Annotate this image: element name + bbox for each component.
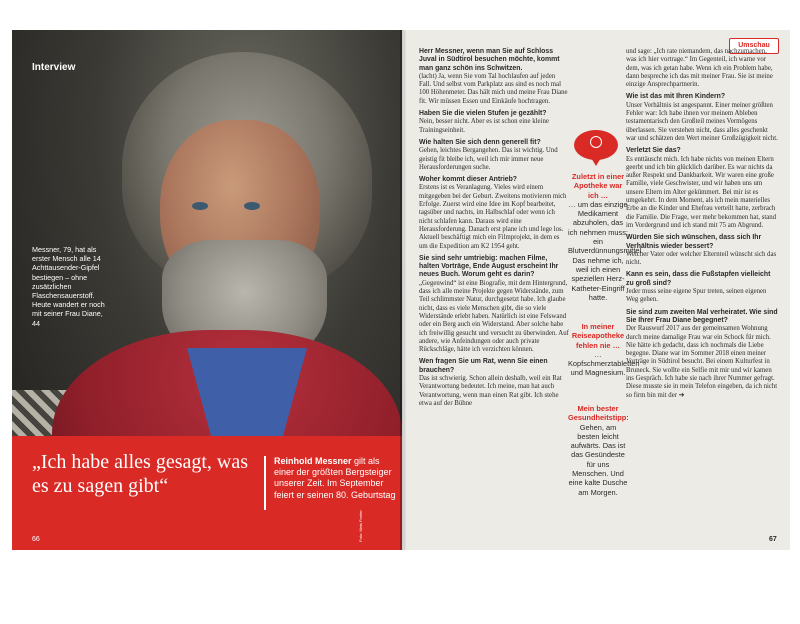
sidebar-heading-2: In meiner Reiseapotheke fehlen nie … [571, 322, 625, 350]
bio-box [274, 456, 399, 501]
question: Sie sind zum zweiten Mal verheiratet. Wie sind Sie Ihrer Frau Diane begegnet? [626, 308, 778, 324]
question: Wen fragen Sie um Rat, wenn Sie einen brauchen? [419, 358, 548, 374]
question: Herr Messner, wenn man Sie auf Schloss Juval in Südtirol besuchen möchte, kommt man ganz schön ins Schwitzen. [419, 48, 560, 72]
sidebar-heading-1: Zuletzt in einer Apotheke war ich … [571, 172, 625, 200]
portrait-eye-left [192, 202, 208, 210]
photo-credit: Foto: Mats Ponter [358, 510, 363, 542]
answer: Nein, besser nicht. Aber es ist schon eine kleine Trainingseinheit. [419, 118, 549, 134]
question: Verletzt Sie das? [626, 147, 681, 155]
question: Würden Sie sich wünschen, dass sich Ihr Verhältnis wieder bessert? [626, 234, 762, 250]
qa-block [626, 93, 778, 143]
answer: (lacht) Ja, wenn Sie vom Tal hochlaufen auf jeden Fall. Und selbst vom Parkplatz aus sind es noch mal 100 Höhenmeter. Das hält mich und meine Frau Diane fit. Wir müssen Essen und Einkäufe hochtragen. [419, 72, 568, 105]
bio-name: Reinhold Messner [274, 456, 352, 466]
qa-block [626, 309, 778, 400]
bio-text: gilt als einer der größten Bergsteiger unserer Zeit. Im September feiert er seinen 80. Geburtstag [274, 456, 396, 500]
answer: „Gegenwind“ ist eine Biografie, mit dem Hintergrund, dass ich alle meine Projekte gegen Widerstände, zum Teil schlimmster Natur, durchgesetzt habe. Ich glaube nicht, dass es viele Menschen gibt, die so viele Widerstände erlebt haben. Natürlich ist eine Felswand oder ein Berg auch ein Widerstand. Aber solche habe ich freiwillig gesucht und versucht zu überwinden. Auf andere, wie Anfeindungen oder auch private Rückschläge, hätte ich verzichten können. [419, 279, 569, 354]
photo-caption: Messner, 79, hat als erster Mensch alle 14 Achttausender-Gipfel bestiegen – ohne zusätzlichen Flaschensauerstoff. Heute wandert er noch mit seiner Frau Diane, 44 [32, 245, 105, 328]
sidebar-heading-3: Mein bester Gesundheitstipp: [568, 404, 629, 423]
question: Kann es sein, dass die Fußstapfen vielleicht zu groß sind? [626, 271, 771, 287]
qa-block [419, 110, 569, 135]
sidebar-text-2: … Kopfschmerztabletten und Magnesium. [568, 349, 640, 378]
answer: Unser Verhältnis ist angespannt. Einer meiner größten Fehler war: Ich habe ihnen vor meinem Ableben testamentarisch den Großteil meines Vermögens überlassen. Sie verstehen nicht, dass alles geschenkt war und schätzen den Wert meiner Großzügigkeit nicht. [626, 101, 778, 142]
page-number-right: 67 [769, 536, 777, 543]
question: Haben Sie die vielen Stufen je gezählt? [419, 110, 547, 118]
question: Wie ist das mit Ihren Kindern? [626, 93, 726, 101]
section-label: Interview [32, 62, 76, 73]
question: Sie sind sehr umtriebig: machen Filme, halten Vorträge, Ende August erscheint Ihr neues Buch. Worum geht es darin? [419, 254, 559, 279]
answer: und sage: „Ich rate niemandem, das nachzumachen, was ich hier vortrage.“ Im Gegenteil, ich warne vor dem, was ich getan habe. Wenn ich ein Problem habe, dann bespreche ich das mit meiner Frau. Sie ist meine einzige Ansprechpartnerin. [626, 48, 773, 89]
qa-block [419, 255, 569, 355]
qa-block [626, 234, 778, 267]
answer: Der Rauswurf 2017 aus der gemeinsamen Wohnung durch meine damalige Frau war ein Schock für mich. Nie hätte ich gedacht, dass ich nochmals die Liebe begegne. Diane war im Sommer 2018 einen meiner Vorträge in Südtirol besucht. Bei einem Kulturfest in Bruneck. Sie wollte ein Selfie mit mir und wir kamen ins Gespräch. Ich habe sie nach ihrer Nummer gefragt. Diese musste sie in mein Telefon eingeben, da ich nicht so firm bin mit der ➔ [626, 325, 778, 399]
speech-bubble-tail [590, 156, 602, 166]
answer: Welcher Vater oder welcher Elternteil wünscht sich das nicht. [626, 250, 777, 267]
sidebar-text-3: Gehen, am besten leicht aufwärts. Das ist das Gesündeste für uns Menschen. Und eine kalte Dusche am Morgen. [568, 422, 628, 497]
text-column-1 [419, 48, 569, 412]
question: Wie halten Sie sich denn generell fit? [419, 138, 541, 146]
qa-block [419, 48, 569, 106]
pharmacy-icon [590, 136, 602, 148]
qa-block [626, 271, 778, 304]
qa-block [419, 139, 569, 172]
qa-block [419, 176, 569, 251]
qa-block [626, 147, 778, 230]
magazine-logo: Umschau [729, 38, 779, 54]
gutter-shadow [400, 30, 408, 550]
portrait-eye-right [244, 202, 260, 210]
magazine-spread [12, 30, 790, 550]
quote-divider [264, 456, 266, 510]
answer: Jeder muss seine eigene Spur treten, seinen eigenen Weg gehen. [626, 288, 767, 304]
page-number-left: 66 [32, 536, 40, 543]
answer: Das ist schwierig. Schon allein deshalb, weil ein Rat Verantwortung bedeutet. Ich meine, man hat auch Verantwortung, wenn man einen Rat gibt. Ich stehe etwa auf der Bühne [419, 374, 562, 407]
answer: Gehen, leichtes Bergangehen. Das ist wichtig. Und geistig fit bleibe ich, weil ich mir immer neue Herausforderungen suche. [419, 147, 558, 171]
sidebar-block-2 [568, 322, 640, 378]
qa-block [419, 358, 569, 408]
right-page [404, 30, 790, 550]
left-page [12, 30, 402, 550]
answer: Es enttäuscht mich. Ich habe nichts von meinen Eltern geerbt und ich bin glücklich darüber. Es war nichts da außer Respekt und Dankbarkeit. Wir waren eine große Familie, viele Geschwister, und wir haben uns um unsere Eltern im Alter gekümmert. Bei mir ist es umgekehrt. In dem Moment, als ich mein materielles Erbe an die Kinder und Ehefrau verteilt hatte, zerbrach die Familie. Die Frage, wer mehr bekommen hat, stand im Vordergrund und ich stand mit 75 am Abgrund. [626, 155, 777, 229]
sidebar-block-3 [568, 404, 628, 497]
question: Woher kommt dieser Antrieb? [419, 176, 518, 184]
sidebar-block-1 [568, 172, 644, 302]
qa-block [626, 48, 778, 89]
sidebar-text-1: … um das einzige Medikament abzuholen, das ich nehmen muss: ein Blutverdünnungsmittel. Das nehme ich, weil ich einen speziellen Herz-Katheter-Eingriff hatte. [568, 199, 644, 302]
pull-quote: „Ich habe alles gesagt, was es zu sagen gibt“ [32, 451, 249, 497]
answer: Erstens ist es Veranlagung. Vieles wird einem mitgegeben bei der Geburt. Zweitens motivieren mich Erfolge. Zuerst wird eine Idee im Kopf bearbeitet, tagsüber und nachts, im Halbschlaf oder wenn ich nicht schlafen kann. Daraus wird eine Herausforderung. Danach erst plane ich und lege los. Aktuell beschäftigt mich ein Filmprojekt, in dem es um die Expedition am K2 1954 geht. [419, 184, 567, 250]
text-column-3 [626, 48, 778, 404]
